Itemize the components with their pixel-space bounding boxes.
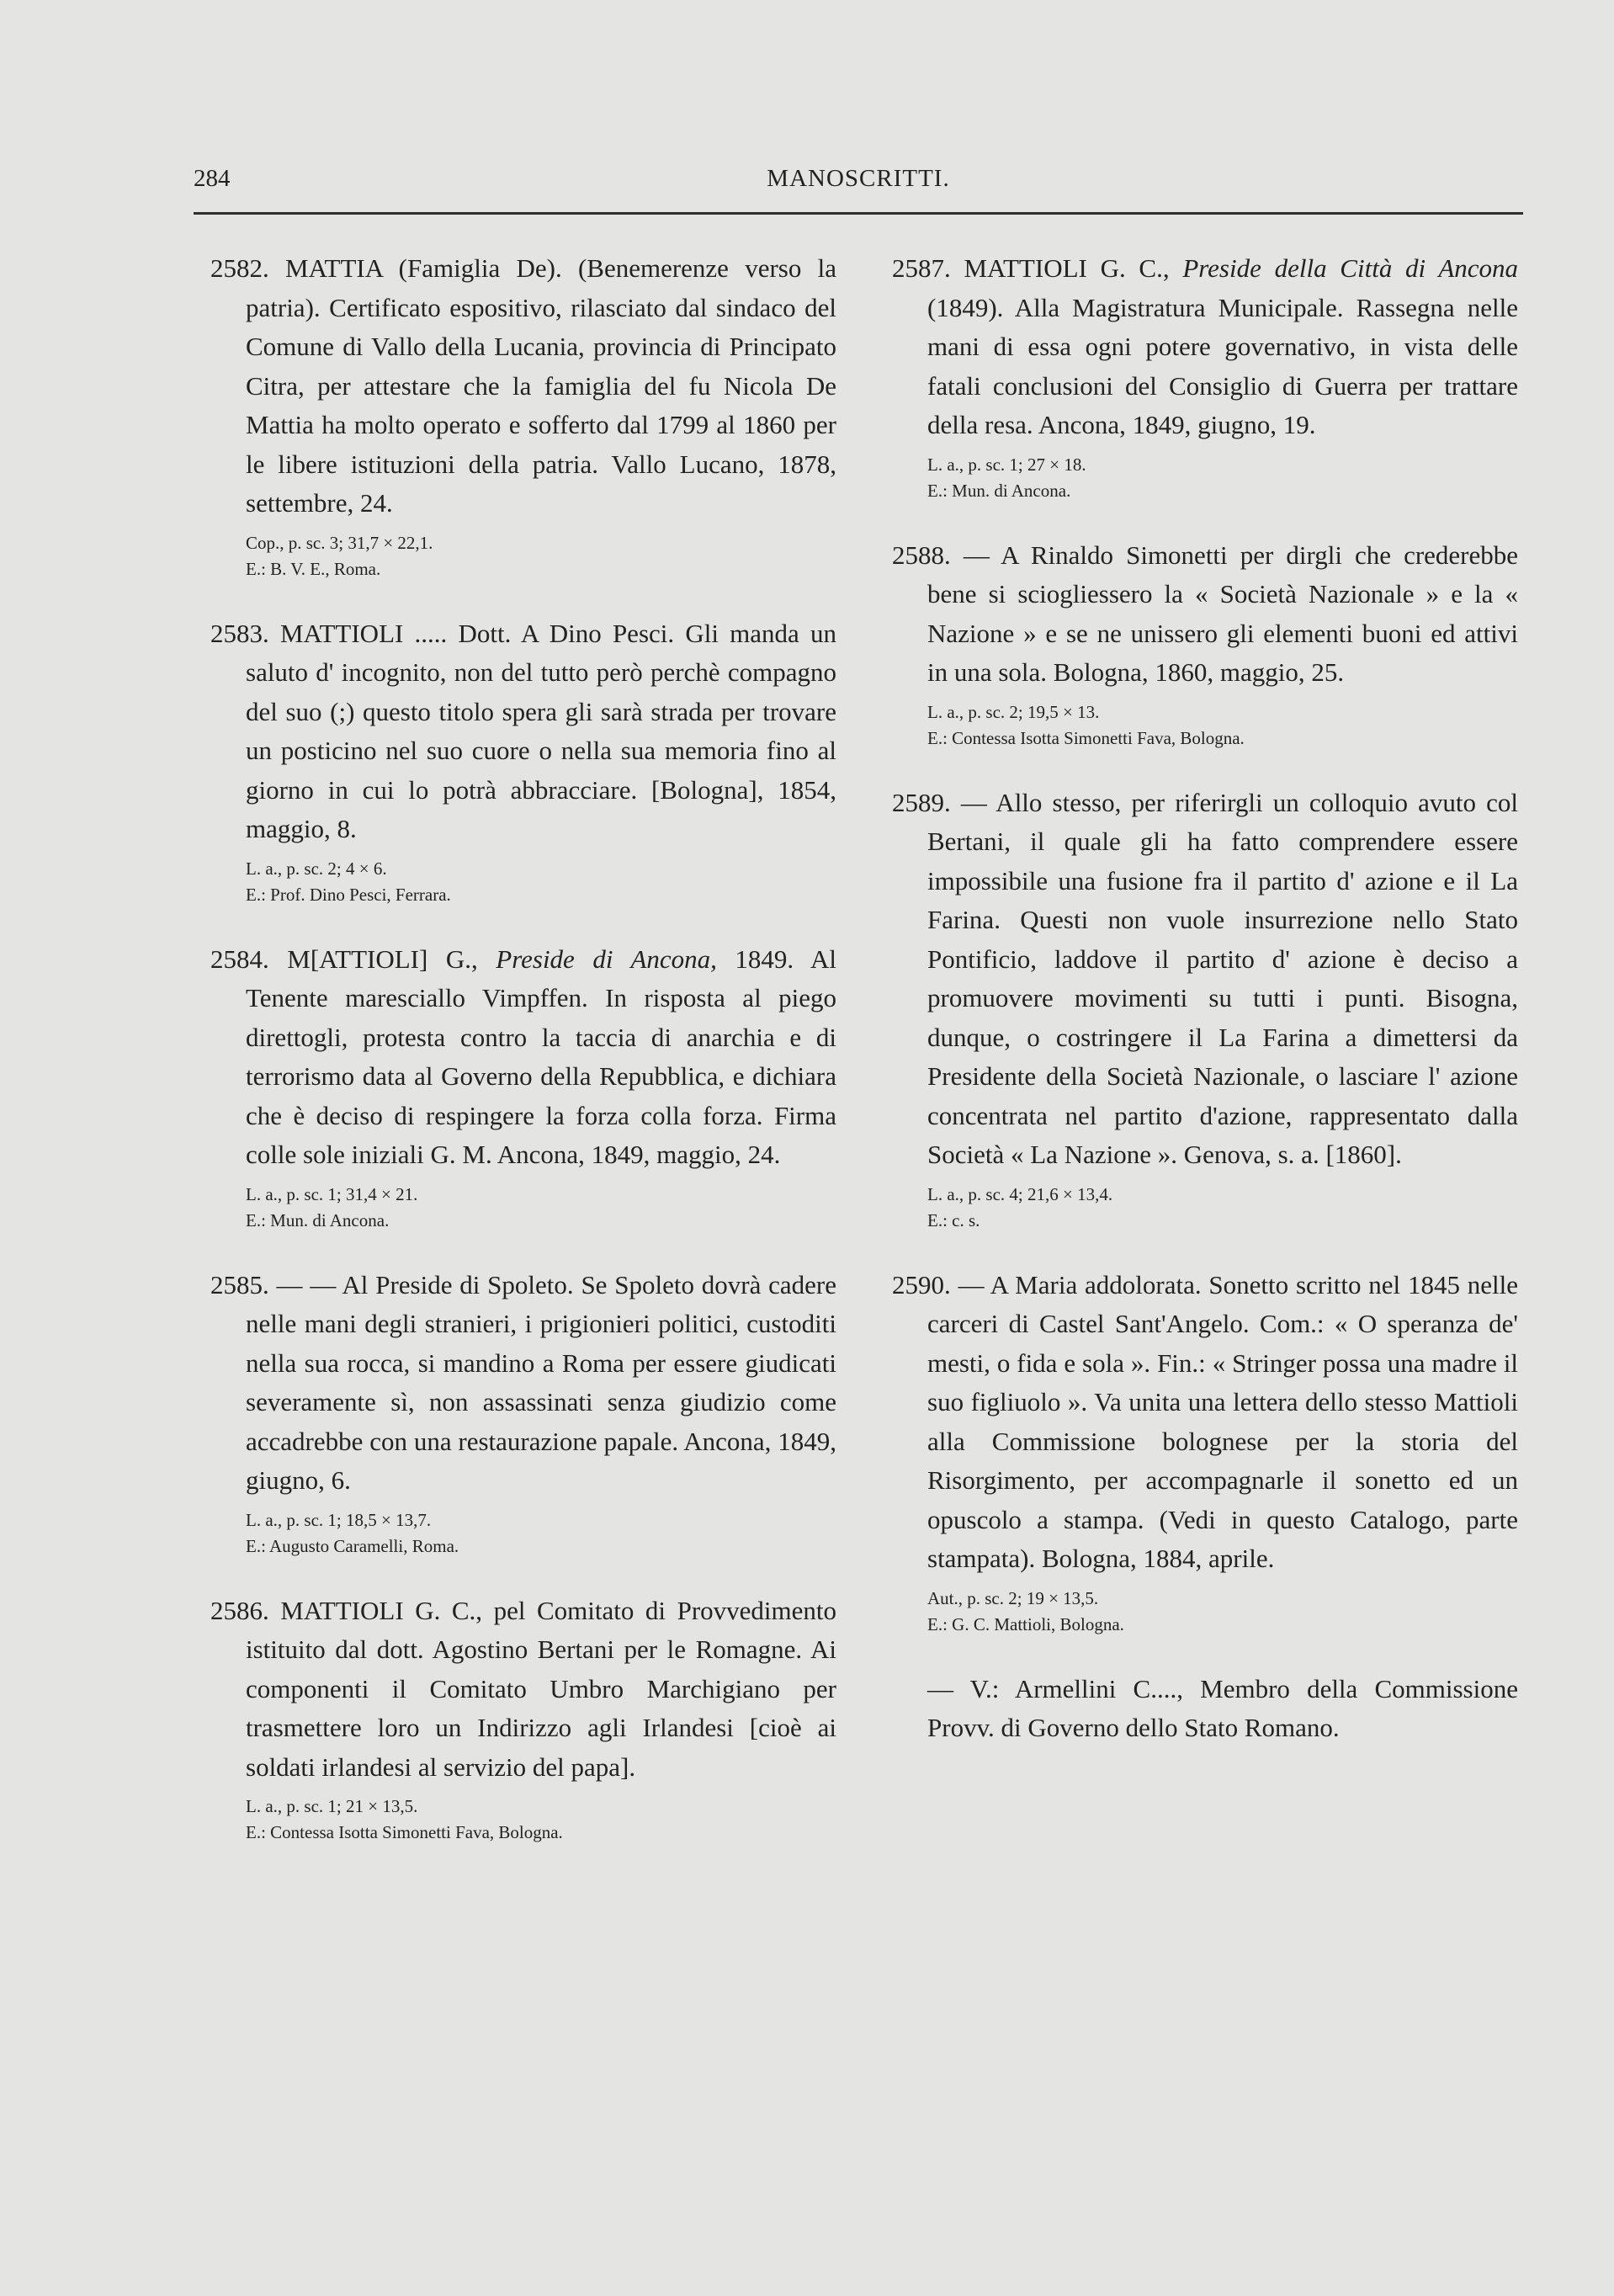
entry-body [210, 1266, 836, 1501]
entry-description: Aut., p. sc. 2; 19 × 13,5. [927, 1587, 1099, 1608]
entry-body [210, 1592, 836, 1788]
entry-owner: E.: B. V. E., Roma. [246, 558, 381, 579]
catalog-entry [210, 614, 836, 908]
entry-owner: E.: Prof. Dino Pesci, Ferrara. [246, 884, 451, 905]
entry-owner: E.: c. s. [927, 1209, 980, 1230]
section-title: MANOSCRITTI. [767, 165, 950, 192]
catalog-entry [210, 1266, 836, 1560]
entry-number: 2590. [892, 1269, 951, 1299]
entry-meta [892, 452, 1518, 504]
running-header [194, 165, 1523, 202]
entry-body [892, 784, 1518, 1175]
entry-text: — Allo stesso, per riferirgli un colloquio avuto col Bertani, il quale gli ha fatto comprendere essere impossibile una fusione fra il partito d' azione e il La Farina. Questi non vuole insurrezione nello Stato Pontificio, laddove il partito d' azione è deciso a promuovere movimenti su tutti i punti. Bisogna, dunque, o costringere il La Farina a dimettersi da Presidente della Società Nazionale, o lasciare l' azione concentrata nel partito d'azione, rappresentato dalla Società « La Nazione ». Genova, s. a. [1860]. [927, 787, 1519, 1169]
entry-number: 2583. [210, 618, 269, 648]
entry-number: 2588. [892, 539, 951, 570]
entry-meta [210, 1507, 836, 1560]
entry-meta [210, 1794, 836, 1846]
cross-reference: — V.: Armellini C...., Membro della Commissione Provv. di Governo dello Stato Romano. [927, 1673, 1518, 1742]
entry-description: L. a., p. sc. 1; 21 × 13,5. [246, 1796, 418, 1816]
entry-owner: E.: G. C. Mattioli, Bologna. [927, 1613, 1124, 1634]
entry-body [892, 249, 1518, 445]
entry-text: (1849). Alla Magistratura Municipale. Rassegna nelle mani di essa ogni potere governativo, in vista delle fatali conclusioni del Consiglio di Guerra per trattare della resa. Ancona, 1849, giugno, 19. [927, 292, 1518, 439]
entry-text: MATTIA (Famiglia De). (Benemerenze verso la patria). Certificato espositivo, rilasciato dal sindaco del Comune di Vallo della Lucania, provincia di Principato Citra, per attestare che la famiglia del fu Nicola De Mattia ha molto operato e sofferto dal 1799 al 1860 per le libere istituzioni della patria. Vallo Lucano, 1878, settembre, 24. [246, 253, 836, 518]
entry-italic: Preside della Città di Ancona [1182, 253, 1519, 283]
catalog-entry [210, 1592, 836, 1847]
entry-number: 2582. [210, 253, 269, 283]
right-column [892, 249, 1518, 1748]
entry-description: L. a., p. sc. 4; 21,6 × 13,4. [927, 1183, 1113, 1204]
entry-body [210, 940, 836, 1175]
entry-body [210, 614, 836, 849]
entry-text: — A Maria addolorata. Sonetto scritto nel 1845 nelle carceri di Castel Sant'Angelo. Com.: « O speranza de' mesti, o fida e sola ». Fin.: « Stringer possa una madre il suo figliuolo ». Va unita una lettera dello stesso Mattioli alla Commissione bolognese per la storia del Risorgimento, per accompagnarle il sonetto ed un opuscolo a stampa. (Vedi in questo Catalogo, parte stampata). Bologna, 1884, aprile. [927, 1269, 1519, 1573]
entry-meta [892, 1182, 1518, 1234]
entry-text: — — Al Preside di Spoleto. Se Spoleto dovrà cadere nelle mani degli stranieri, i prigionieri politici, custoditi nella sua rocca, si mandino a Roma per essere giudicati severamente sì, non assassinati senza giudizio come accadrebbe con una restaurazione papale. Ancona, 1849, giugno, 6. [246, 1269, 836, 1495]
entry-number: 2585. [210, 1269, 269, 1299]
entry-owner: E.: Augusto Caramelli, Roma. [246, 1535, 459, 1556]
entry-body [892, 536, 1518, 693]
catalog-entry [892, 784, 1518, 1234]
entry-text: 1849. Al Tenente maresciallo Vimpffen. In risposta al piego direttogli, protesta contro la taccia di anarchia e di terrorismo data al Governo della Repubblica, e dichiara che è deciso di respingere la forza colla forza. Firma colle sole iniziali G. M. Ancona, 1849, maggio, 24. [246, 943, 837, 1169]
catalog-entry [892, 1266, 1518, 1638]
entry-number: 2589. [892, 787, 951, 817]
entry-owner: E.: Mun. di Ancona. [246, 1209, 390, 1230]
entry-number: 2587. [892, 253, 951, 283]
entry-description: L. a., p. sc. 1; 31,4 × 21. [246, 1183, 418, 1204]
entry-meta [892, 699, 1518, 752]
entry-description: L. a., p. sc. 2; 19,5 × 13. [927, 701, 1100, 722]
header-rule [194, 212, 1523, 215]
entry-text: MATTIOLI ..... Dott. A Dino Pesci. Gli manda un saluto d' incognito, non del tutto però perchè compagno del suo (;) questo titolo spera gli sarà strada per trovare un posticino nel suo cuore o nella sua memoria fino al giorno in cui lo potrà abbracciare. [Bologna], 1854, maggio, 8. [246, 618, 837, 843]
catalog-entry [210, 249, 836, 582]
entry-description: L. a., p. sc. 1; 27 × 18. [927, 454, 1086, 475]
entry-meta [892, 1586, 1518, 1638]
entry-description: Cop., p. sc. 3; 31,7 × 22,1. [246, 532, 433, 553]
entry-text: MATTIOLI G. C., [964, 253, 1183, 283]
entry-owner: E.: Mun. di Ancona. [927, 480, 1071, 501]
entry-text: MATTIOLI G. C., pel Comitato di Provvedimento istituito dal dott. Agostino Bertani per le Romagne. Ai componenti il Comitato Umbro Marchigiano per trasmettere loro un Indirizzo agli Irlandesi [cioè ai soldati irlandesi al servizio del papa]. [246, 1595, 837, 1782]
entry-description: L. a., p. sc. 1; 18,5 × 13,7. [246, 1509, 432, 1530]
entry-meta [210, 856, 836, 908]
entry-number: 2584. [210, 943, 269, 974]
catalog-entry [210, 940, 836, 1234]
entry-body [892, 1266, 1518, 1579]
entry-meta [210, 1182, 836, 1234]
entry-text: M[ATTIOLI] G., [287, 943, 496, 974]
entry-owner: E.: Contessa Isotta Simonetti Fava, Bologna. [246, 1822, 563, 1842]
entry-italic: Preside di Ancona, [496, 943, 717, 974]
entry-text: — A Rinaldo Simonetti per dirgli che crederebbe bene si sciogliessero la « Società Nazionale » e la « Nazione » e se ne unissero gli elementi buoni ed attivi in una sola. Bologna, 1860, maggio, 25. [927, 539, 1519, 687]
entry-meta [210, 530, 836, 582]
left-column [210, 249, 836, 1878]
entry-owner: E.: Contessa Isotta Simonetti Fava, Bologna. [927, 727, 1245, 748]
catalog-entry [892, 536, 1518, 752]
entry-number: 2586. [210, 1595, 269, 1625]
entry-body [210, 249, 836, 524]
catalog-entry [892, 249, 1518, 504]
entry-description: L. a., p. sc. 2; 4 × 6. [246, 858, 387, 879]
page-number: 284 [194, 165, 231, 192]
